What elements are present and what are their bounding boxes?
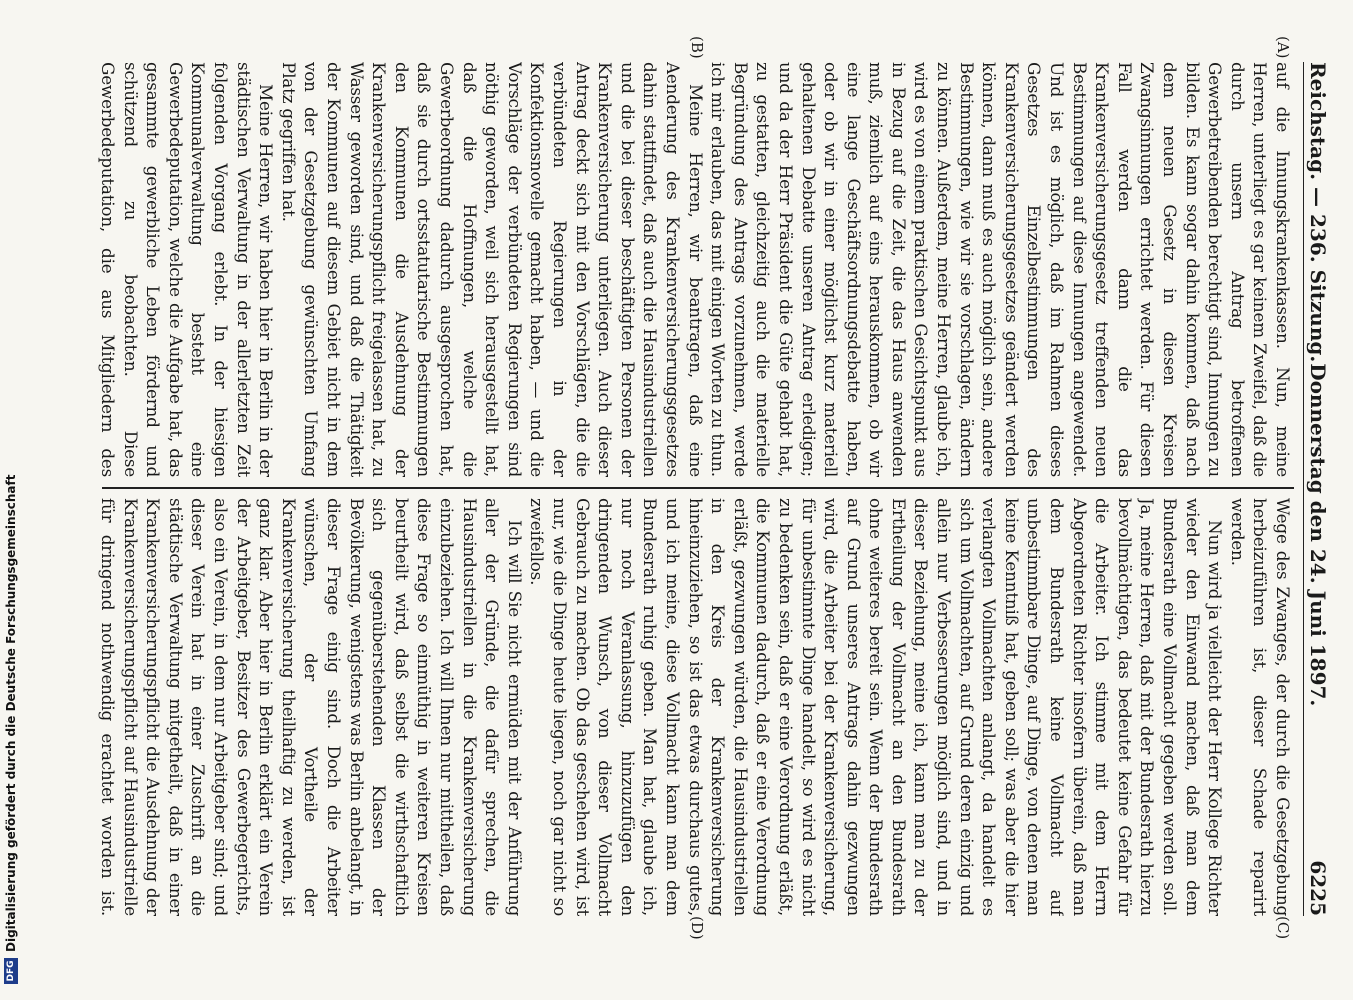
header-date xyxy=(1306,363,1330,916)
paragraph: Ich will Sie nicht ermüden mit der Anführung aller der Gründe, die dafür sprechen, die Hausindustriellen in die Krankenversicherung einzubeziehen. Ich will Ihnen nur mittheilen, daß diese Frage so einmüthig in weiteren Kreisen beurtheilt wird, daß selbst die wirthschaftlich sich gegenüberstehenden Klassen der Bevölkerung, wenigstens was Berlin anbelangt, in dieser Frage einig sind. Doch die Arbeiter wünschen, der Vortheile der Krankenversicherung theilhaftig zu werden, ist ganz klar. Aber hier in Berlin erklärt ein Verein der Arbeitgeber, Besitzer des Gewerbegerichts, also ein Verein, in dem nur Arbeitgeber sind; und dieser Verein hat in einer Zuschrift an die städtische Verwaltung mitgetheilt, daß in einer Krankenversicherungspflicht die Ausdehnung der Krankenversicherungspflicht auf Hausindustrielle für dringend nothwendig erachtet worden ist. xyxy=(98,498,525,916)
rotated-page xyxy=(66,6,1346,946)
margin-mark-c: (C) xyxy=(1274,916,1292,940)
digitization-footer xyxy=(2,0,20,1000)
paragraph: Meine Herren, wir haben hier in Berlin in der städtischen Verwaltung in der allerletzten Zeit folgenden Vorgang erlebt. In der hiesigen Kommunalverwaltung besteht eine Gewerbedeputation, welche die Aufgabe hat, das gesammte gewerbliche Leben fördernd und schützend zu beobachten. Diese Gewerbedeputation, die aus Mitgliedern des xyxy=(98,62,277,477)
paragraph: auf die Innungskrankenkassen. Nun, meine Herren, unterliegt es gar keinem Zweifel, daß die durch unsern Antrag betroffenen Gewerbetreibenden berechtigt sind, Innungen zu bilden. Es kann sogar dahin kommen, daß nach dem neuen Gesetz in diesen Kreisen Zwangsinnungen errichtet werden. Für diesen Fall werden dann die das Krankenversicherungsgesetz treffenden neuen Bestimmungen auf diese Innungen angewendet. Und ist es möglich, daß im Rahmen dieses Gesetzes Einzelbestimmungen des Krankenversicherungsgesetzes geändert werden können, dann muß es auch möglich sein, andere Bestimmungen, wie wir sie vorschlagen, ändern zu können. Außerdem, meine Herren, glaube ich, wird es von einem praktischen Gesichtspunkt aus in Bezug auf die Zeit, die das Haus anwenden muß, ziemlich auf eins herauskommen, ob wir eine lange Geschäftsordnungsdebatte haben, oder ob wir in einer möglichst kurz materiell gehaltenen Debatte unseren Antrag erledigen; und da der Herr Präsident die Güte gehabt hat, zu gestatten, gleichzeitig auch die materielle Begründung des Antrags vorzunehmen, werde ich mir erlauben, das mit einigen Worten zu thun. xyxy=(708,62,1293,477)
right-column xyxy=(96,498,1294,916)
header-session: Reichstag. — 236. Sitzung. xyxy=(1306,62,1330,363)
dfg-logo-icon: DFG xyxy=(4,958,18,984)
page-number: 6225 xyxy=(1306,860,1330,916)
paragraph: Nun wird ja vielleicht der Herr Kollege Richter wieder den Einwand machen, daß man dem Bundesrath eine Vollmacht gegeben werden soll. Ja, meine Herren, daß mit der Bundesrath hierzu bevollmächtigen, das bedeutet keine Gefahr für die Arbeiter. Ich stimme mit dem Herrn Abgeordneten Richter insofern überein, daß man dem Bundesrath keine Vollmacht auf unbestimmbare Dinge, auf Dinge, von denen man keine Kenntniß hat, geben soll; was aber die hier verlangten Vollmachten anlangt, da handelt es sich um Vollmachten, auf Grund deren einzig und allein nur Verbesserungen möglich sind, und in dieser Beziehung, meine ich, kann man zu der Ertheilung der Vollmacht an den Bundesrath ohne weiteres bereit sein. Wenn der Bundesrath auf Grund unseres Antrags dahin gezwungen wird, die Arbeiter bei der Krankenversicherung, für unbestimmte Dinge handelt, so wird es nicht zu bedenken sein, daß er eine Verordnung erläßt, die Kommunen dadurch, daß er eine Verordnung erläßt, gezwungen würden, die Hausindustriellen in den Kreis der Krankenversicherung hineinzuziehen, so ist das etwas durchaus gutes, und ich meine, diese Vollmacht kann man dem Bundesrath ruhig geben. Man hat, glaube ich, nur noch Veranlassung, hinzuzufügen den dringenden Wunsch, von dieser Vollmacht Gebrauch zu machen. Ob das geschehen wird, ist nur, wie die Dinge heute liegen, noch gar nicht so zweifellos. xyxy=(527,498,1226,916)
header-date-text: Donnerstag den 24. Juni 1897. xyxy=(1306,363,1330,707)
paragraph: Meine Herren, wir beantragen, daß eine Aenderung des Krankenversicherungsgesetzes dahin stattfindet, daß auch die Hausindustriellen und die bei dieser beschäftigten Personen der Krankenversicherung unterliegen. Auch dieser Antrag deckt sich mit den Vorschlägen, die die verbündeten Regierungen in der Konfektionsnovelle gemacht haben, — und die Vorschläge der verbündeten Regierungen sind nöthig geworden, weil sich herausgestellt hat, daß die Hoffnungen, welche die Gewerbeordnung dadurch ausgesprochen hat, daß sie durch ortsstatutarische Bestimmungen den Kommunen die Ausdehnung der Krankenversicherungspflicht freigelassen hat, zu Wasser geworden sind, und daß die Thätigkeit der Kommunen auf diesem Gebiet nicht in dem von der Gesetzgebung gewünschten Umfang Platz gegriffen hat. xyxy=(278,62,706,477)
column-divider xyxy=(102,487,1294,489)
footer-text: Digitalisierung gefördert durch die Deutsche Forschungsgemeinschaft xyxy=(4,474,18,952)
margin-mark-d: (D) xyxy=(688,916,706,940)
margin-mark-b: (B) xyxy=(688,36,706,59)
page-header xyxy=(1303,62,1332,916)
left-column xyxy=(96,62,1294,477)
margin-mark-a: (A) xyxy=(1274,36,1292,59)
paragraph: Wege des Zwanges, der durch die Gesetzgebung herbeizuführen ist, dieser Schade reparirt werden. xyxy=(1227,498,1293,916)
